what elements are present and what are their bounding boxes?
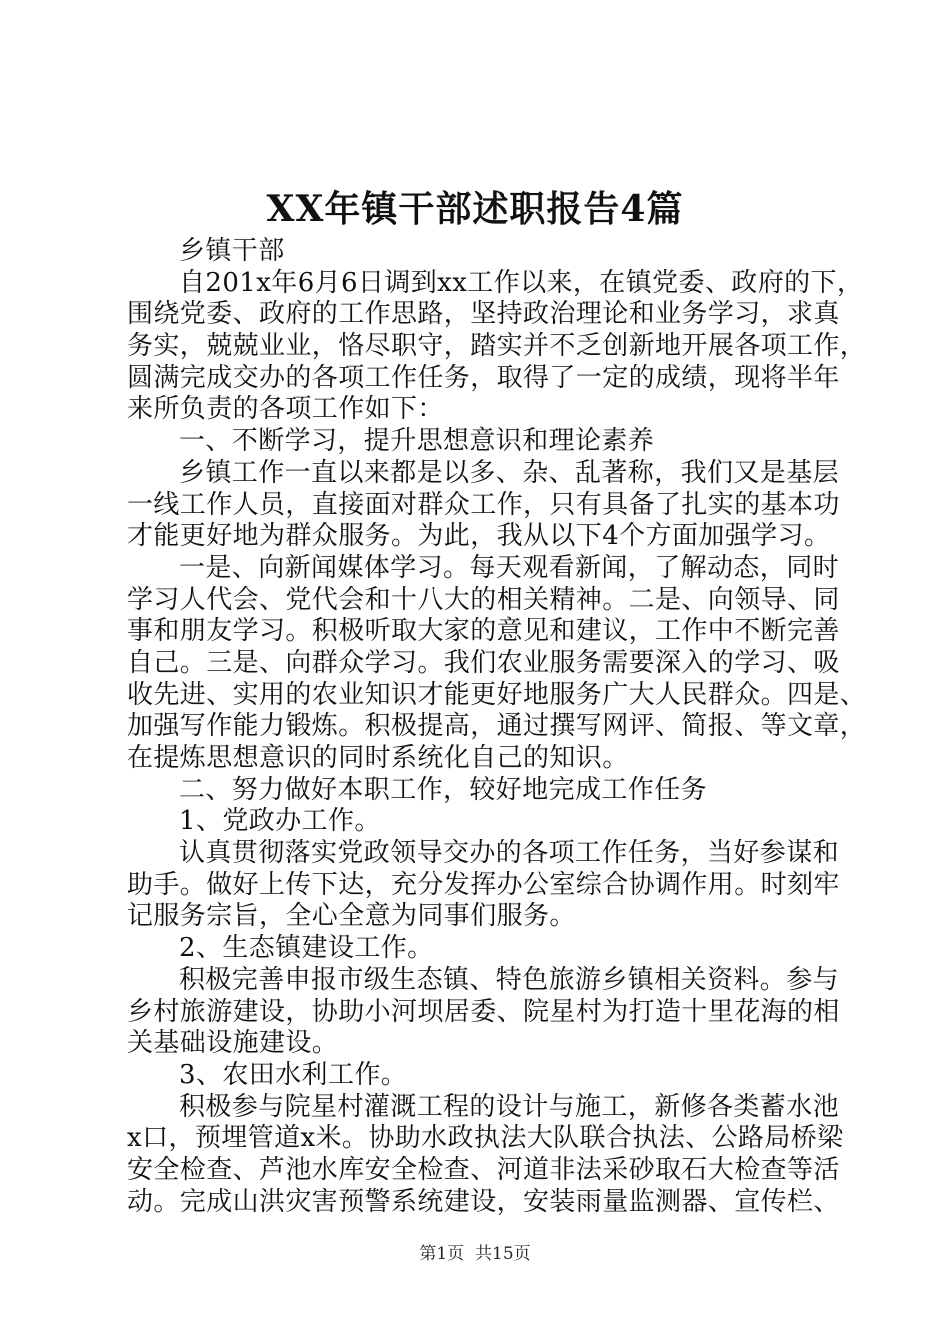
text-line: 一、不断学习，提升思想意识和理论素养 [179,426,655,457]
text-line: 圆满完成交办的各项工作任务，取得了一定的成绩，现将半年 [127,362,840,393]
text-line: 积极完善申报市级生态镇、特色旅游乡镇相关资料。参与 [179,964,840,995]
text-line: 记服务宗旨，全心全意为同事们服务。 [127,901,576,932]
text-line: 自己。三是、向群众学习。我们农业服务需要深入的学习、吸 [127,647,840,678]
text-line: 认真贯彻落实党政领导交办的各项工作任务，当好参谋和 [179,838,840,869]
text-line: 自201x年6月6日调到xx工作以来，在镇党委、政府的下， [179,267,864,298]
text-line: 关基础设施建设。 [127,1028,339,1059]
text-line: 加强写作能力锻炼。积极提高，通过撰写网评、简报、等文章， [127,711,867,742]
text-line: 务实，兢兢业业，恪尽职守，踏实并不乏创新地开展各项工作， [127,331,867,362]
text-line: 学习人代会、党代会和十八大的相关精神。二是、向领导、同 [127,584,840,615]
text-line: 乡村旅游建设，协助小河坝居委、院星村为打造十里花海的相 [127,996,840,1027]
text-line: 1、党政办工作。 [179,806,381,837]
text-line: 才能更好地为群众服务。为此，我从以下4个方面加强学习。 [127,521,831,552]
text-line: 二、努力做好本职工作，较好地完成工作任务 [179,774,708,805]
text-line: 3、农田水利工作。 [179,1059,408,1090]
text-line: 事和朋友学习。积极听取大家的意见和建议，工作中不断完善 [127,616,840,647]
text-line: 助手。做好上传下达，充分发挥办公室综合协调作用。时刻牢 [127,869,840,900]
page-number: 第1页 [419,1244,465,1264]
text-line: 一是、向新闻媒体学习。每天观看新闻，了解动态，同时 [179,552,840,583]
text-line: x口，预埋管道x米。协助水政执法大队联合执法、公路局桥梁 [127,1123,844,1154]
text-line: 积极参与院星村灌溉工程的设计与施工，新修各类蓄水池 [179,1091,840,1122]
page-footer [0,1243,950,1265]
text-line: 在提炼思想意识的同时系统化自己的知识。 [127,743,629,773]
text-line: 2、生态镇建设工作。 [179,933,434,964]
document-title: XX年镇干部述职报告4篇 [266,188,684,230]
text-line: 收先进、实用的农业知识才能更好地服务广大人民群众。四是、 [127,679,867,710]
page-total: 共15页 [475,1244,531,1264]
text-line: 乡镇工作一直以来都是以多、杂、乱著称，我们又是基层 [179,457,840,488]
text-line: 动。完成山洪灾害预警系统建设，安装雨量监测器、宣传栏、 [127,1186,840,1217]
text-line: 安全检查、芦池水库安全检查、河道非法采砂取石大检查等活 [127,1154,840,1185]
text-line: 乡镇干部 [179,236,285,266]
document-body [127,236,867,1218]
text-line: 来所负责的各项工作如下： [127,394,444,425]
text-line: 一线工作人员，直接面对群众工作，只有具备了扎实的基本功 [127,489,840,520]
text-line: 围绕党委、政府的工作思路，坚持政治理论和业务学习，求真 [127,299,840,330]
